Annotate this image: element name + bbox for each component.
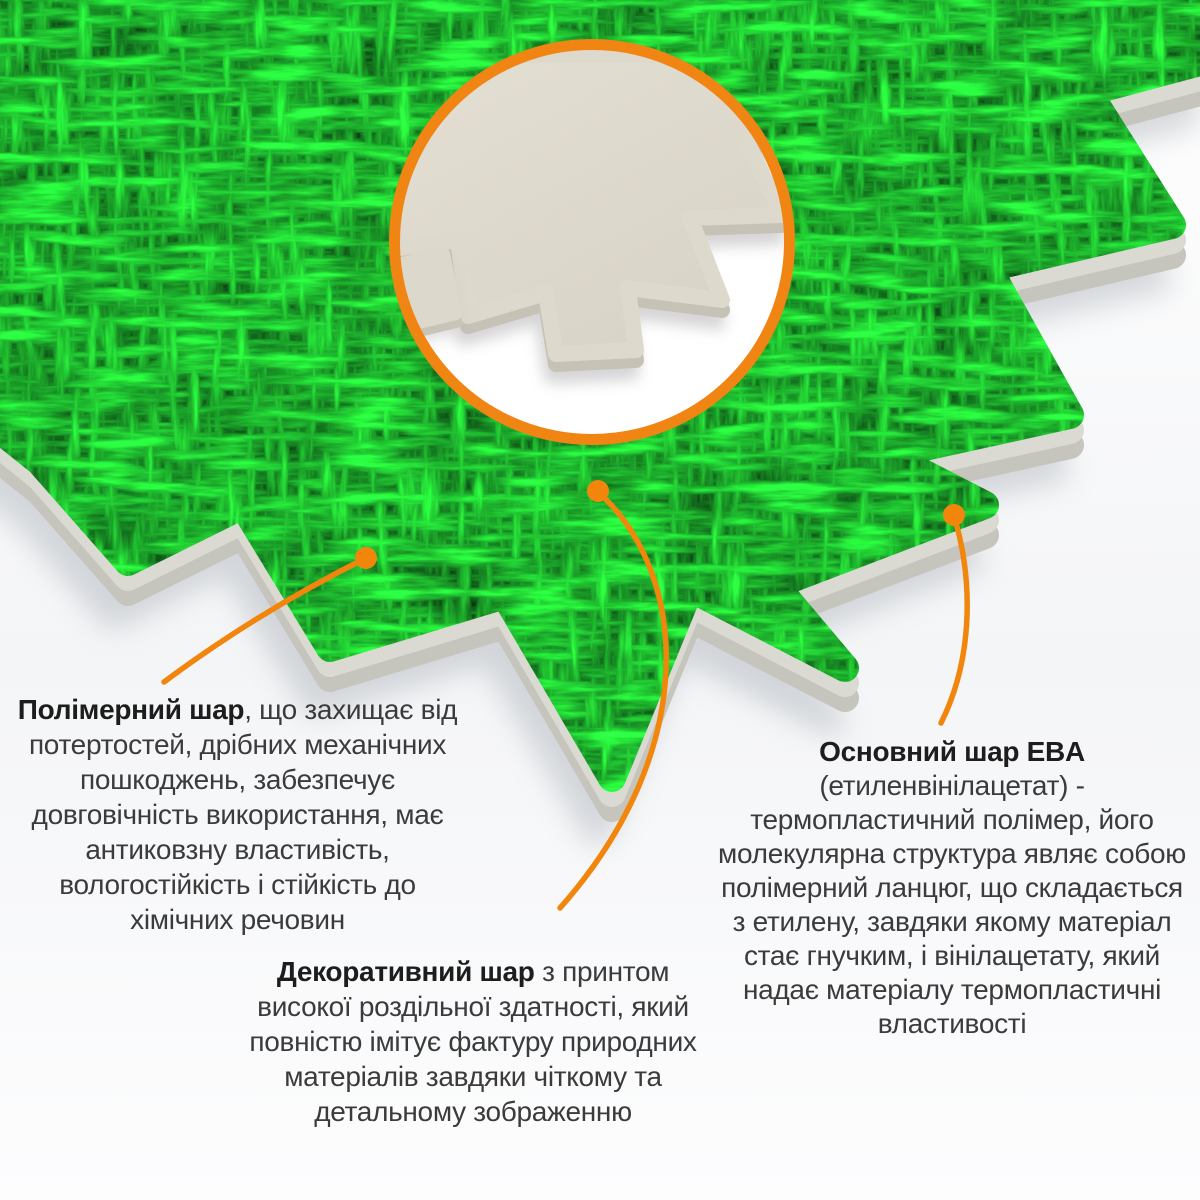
base-layer-name: Основний шар EBA [819,736,1085,767]
annotation-base-eva-layer [718,735,1186,1041]
decorative-layer-description: з принтом високої роздільної здатності, який повністю імітує фактуру природних матеріалів завдяки чіткому та детальному зображенню [249,956,697,1127]
callout-dot-base [943,504,965,526]
polymer-layer-name: Полімерний шар [17,694,245,725]
base-layer-description: (етиленвінілацетат) - термопластичний полімер, його молекулярна структура являє собою полімерний ланцюг, що складається з етилену, завдяки якому матеріал стає гнучким, і вінілацетату, який надає матеріалу термопластичні властивості [718,770,1186,1039]
callout-dot-polymer [355,547,377,569]
decorative-layer-name: Декоративний шар [276,956,535,987]
callout-dot-decorative [587,480,609,502]
annotation-decorative-layer [243,954,703,1129]
polymer-layer-description: , що захищає від потертостей, дрібних механічних пошкоджень, забезпечує довговічність використання, має антиковзну властивість, вологостійкість і стійкість до хімічних речовин [28,694,458,935]
annotation-polymer-layer [15,692,460,937]
